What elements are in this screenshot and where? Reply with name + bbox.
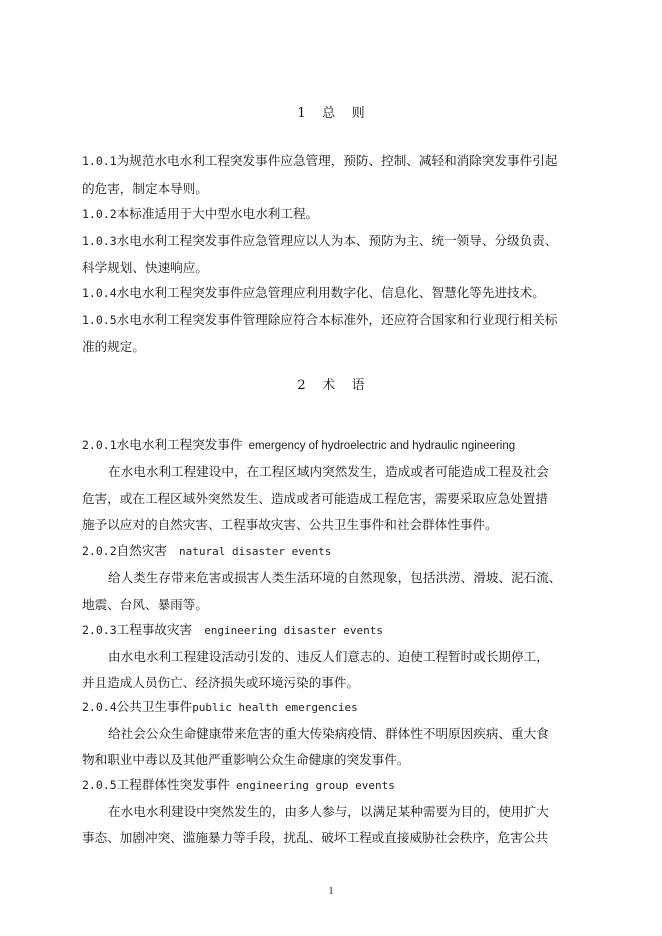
term-number: 2.0.4 — [82, 700, 117, 714]
term-2-0-1-def-line-2: 危害，或在工程区域外突然发生、造成或者可能造成工程危害，需要采取应急处置措 — [82, 491, 548, 506]
term-english: emergency of hydroelectric and hydraulic ngineering — [248, 440, 516, 452]
term-2-0-5-def-line-1: 在水电水利建设中突然发生的，由多人参与，以满足某种需要为目的，使用扩大 — [108, 804, 549, 819]
term-2-0-5-def-line-2: 事态、加剧冲突、滥施暴力等手段，扰乱、破坏工程或直接威胁社会秩序，危害公共 — [82, 830, 548, 845]
term-english: natural disaster events — [179, 545, 332, 558]
term-2-0-3-title — [82, 622, 383, 639]
term-2-0-5-title — [82, 777, 395, 794]
clause-text: 水电水利工程突发事件应急管理应以人为本、预防为主、统一领导、分级负责、 — [116, 233, 558, 248]
term-english: engineering group events — [235, 779, 395, 792]
clause-1-0-5-line-2: 准的规定。 — [82, 339, 145, 354]
term-2-0-2-def-line-1: 给人类生存带来危害或损害人类生活环境的自然现象，包括洪涝、滑坡、泥石流、 — [108, 570, 562, 585]
term-2-0-4-title — [82, 699, 358, 716]
clause-1-0-3-line-2: 科学规划、快速响应。 — [82, 260, 208, 275]
term-2-0-3-def-line-2: 并且造成人员伤亡、经济损失或环境污染的事件。 — [82, 675, 360, 690]
chapter-1-heading: 1 总 则 — [297, 106, 365, 121]
term-number: 2.0.2 — [82, 544, 117, 558]
term-number: 2.0.5 — [82, 778, 117, 792]
clause-number: 1.0.5 — [82, 313, 117, 327]
clause-number: 1.0.1 — [82, 154, 117, 168]
term-chinese: 工程群体性突发事件 — [116, 777, 230, 792]
term-2-0-3-def-line-1: 由水电水利工程建设活动引发的、违反人们意志的、迫使工程暂时或长期停工， — [108, 649, 549, 664]
term-english: engineering disaster events — [204, 624, 383, 637]
clause-1-0-1-line-1 — [82, 153, 557, 169]
term-2-0-1-def-line-1: 在水电水利工程建设中，在工程区域内突然发生，造成或者可能造成工程及社会 — [108, 464, 549, 479]
term-chinese: 工程事故灾害 — [116, 622, 193, 637]
term-2-0-1-title — [82, 437, 515, 454]
clause-1-0-2-line-1 — [82, 206, 318, 222]
clause-number: 1.0.2 — [82, 207, 117, 221]
term-2-0-1-def-line-3: 施予以应对的自然灾害、工程事故灾害、公共卫生事件和社会群体性事件。 — [82, 517, 498, 532]
term-number: 2.0.1 — [82, 438, 117, 452]
clause-number: 1.0.3 — [82, 234, 117, 248]
term-english: public health emergencies — [192, 701, 358, 714]
term-2-0-2-title — [82, 543, 331, 560]
clause-1-0-1-line-2: 的危害，制定本导则。 — [82, 181, 208, 196]
clause-text: 本标准适用于大中型水电水利工程。 — [116, 206, 319, 221]
clause-text: 水电水利工程突发事件应急管理应利用数字化、信息化、智慧化等先进技术。 — [116, 285, 545, 300]
term-chinese: 水电水利工程突发事件 — [116, 437, 243, 452]
page-number: 1 — [328, 886, 334, 897]
clause-1-0-5-line-1 — [82, 312, 557, 328]
term-number: 2.0.3 — [82, 623, 117, 637]
term-chinese: 自然灾害 — [116, 543, 167, 558]
clause-1-0-4-line-1 — [82, 285, 545, 301]
clause-1-0-3-line-1 — [82, 233, 557, 249]
term-chinese: 公共卫生事件 — [116, 699, 193, 714]
chapter-2-heading: 2 术 语 — [297, 378, 365, 393]
term-2-0-4-def-line-2: 物和职业中毒以及其他严重影响公众生命健康的突发事件。 — [82, 752, 410, 767]
term-2-0-4-def-line-1: 给社会公众生命健康带来危害的重大传染病疫情、群体性不明原因疾病、重大食 — [108, 726, 549, 741]
clause-text: 为规范水电水利工程突发事件应急管理，预防、控制、减轻和消除突发事件引起 — [116, 153, 558, 168]
clause-text: 水电水利工程突发事件管理除应符合本标准外，还应符合国家和行业现行相关标 — [116, 312, 558, 327]
clause-number: 1.0.4 — [82, 286, 117, 300]
term-2-0-2-def-line-2: 地震、台风、暴雨等。 — [82, 597, 208, 612]
